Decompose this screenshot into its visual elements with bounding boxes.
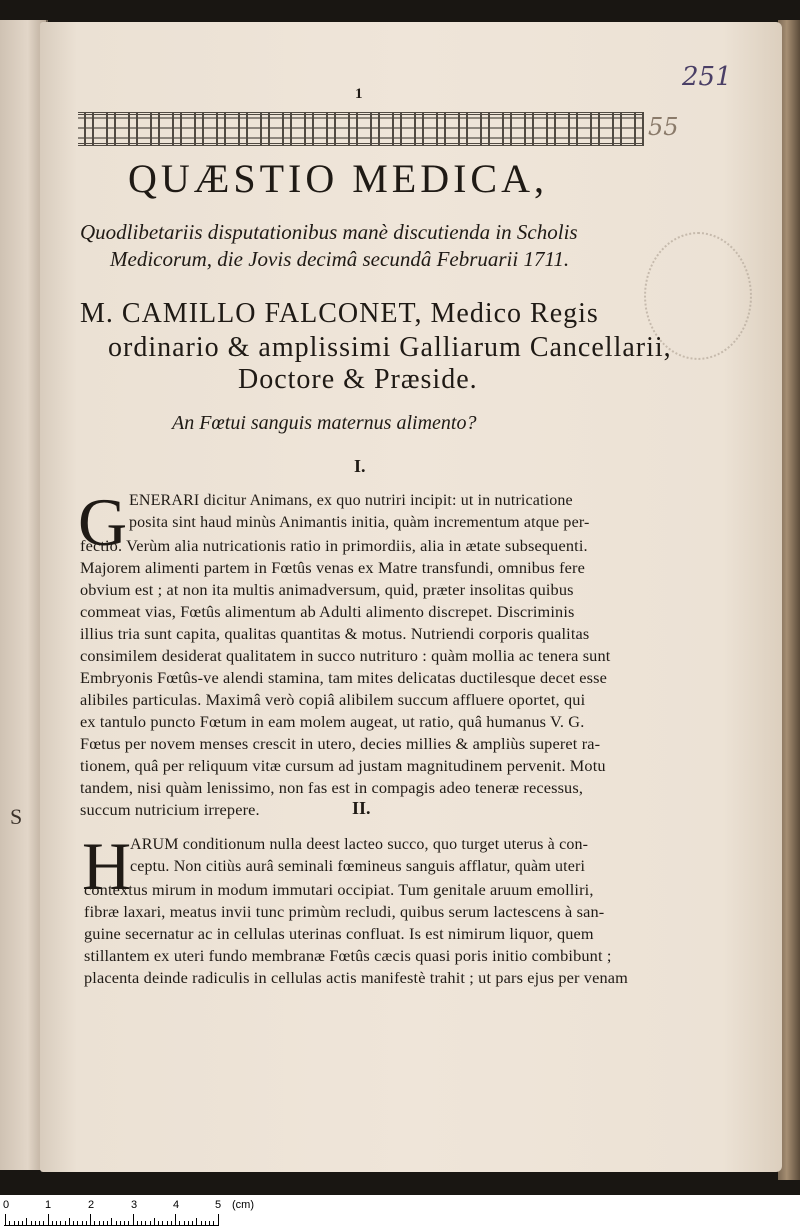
section-2-line: placenta deinde radiculis in cellulas actis manifestè trahit ; ut pars ejus per venam <box>84 968 628 987</box>
ruler-tick <box>77 1221 78 1226</box>
ruler-tick <box>196 1218 197 1226</box>
section-2-line: guine secernatur ac in cellulas uterinas confluat. Is est nimirum liquor, quem <box>84 924 594 943</box>
ruler-tick <box>209 1221 210 1226</box>
ruler-tick <box>94 1221 95 1226</box>
section-2-line: contextus mirum in modum immutari occipiat. Tum genitale aruum emolliri, <box>84 880 594 899</box>
ruler-tick <box>133 1214 134 1226</box>
ruler-tick <box>5 1214 6 1226</box>
ruler-tick <box>86 1221 87 1226</box>
section-2-dropcap: H <box>82 828 132 904</box>
ruler-tick <box>128 1221 129 1226</box>
folio-number: 251 <box>682 62 732 92</box>
ruler-tick <box>184 1221 185 1226</box>
section-1-line: Majorem alimenti partem in Fœtûs venas ex Matre transfundi, omnibus fere <box>80 558 585 577</box>
section-1-numeral: I. <box>354 456 366 476</box>
ruler-tick <box>154 1218 155 1226</box>
section-1-line: posita sint haud minùs Animantis initia, quàm incrementum atque per- <box>129 514 590 531</box>
ruler-tick <box>56 1221 57 1226</box>
president-line-3: Doctore & Præside. <box>238 364 478 395</box>
question-heading: An Fœtui sanguis maternus alimento? <box>172 412 477 434</box>
ruler-tick <box>52 1221 53 1226</box>
ruler-tick <box>60 1221 61 1226</box>
ruler-tick <box>26 1218 27 1226</box>
ruler-tick <box>188 1221 189 1226</box>
ruler-tick <box>35 1221 36 1226</box>
ruler-tick <box>22 1221 23 1226</box>
section-1-line: obvium est ; at non ita multis animadversum, quid, præter insolitas quibus <box>80 580 574 599</box>
section-1-line: illius tria sunt capita, qualitas quantitas & motus. Nutriendi corporis qualitas <box>80 624 590 643</box>
section-1-line: tionem, quâ per reliquum vitæ cursum ad justam magnitudinem pervenit. Motu <box>80 756 606 775</box>
ruler-tick <box>69 1218 70 1226</box>
ruler-label: 2 <box>88 1199 95 1211</box>
ruler-tick <box>218 1214 219 1226</box>
ruler-tick <box>124 1221 125 1226</box>
ruler-tick <box>162 1221 163 1226</box>
section-2-numeral: II. <box>352 798 371 818</box>
ruler-tick <box>82 1221 83 1226</box>
ruler-tick <box>99 1221 100 1226</box>
margin-number: 55 <box>648 113 679 141</box>
section-1-line: commeat vias, Fœtûs alimentum ab Adulti alimento discrepet. Discriminis <box>80 602 575 621</box>
ruler-tick <box>9 1221 10 1226</box>
ruler-tick <box>192 1221 193 1226</box>
ruler-tick <box>65 1221 66 1226</box>
ruler-label: 5 <box>215 1199 222 1211</box>
section-1-line: Fœtus per novem menses crescit in utero, decies millies & ampliùs superet ra- <box>80 734 601 753</box>
section-2-line: stillantem ex uteri fundo membranæ Fœtûs cæcis quasi poris initio combibunt ; <box>84 946 612 965</box>
previous-page-edge: S <box>0 20 48 1170</box>
ruler-tick <box>43 1221 44 1226</box>
president-line-2: ordinario & amplissimi Galliarum Cancellarii, <box>108 332 672 363</box>
ruler-tick <box>141 1221 142 1226</box>
ruler-tick <box>111 1218 112 1226</box>
ruler-tick <box>167 1221 168 1226</box>
ruler-label: 0 <box>3 1199 10 1211</box>
ruler-tick <box>107 1221 108 1226</box>
section-1-line: ENERARI dicitur Animans, ex quo nutriri incipit: ut in nutricatione <box>129 492 573 509</box>
section-1-line: ex tantulo puncto Fœtum in eam molem augeat, ut ratio, quâ humanus V. G. <box>80 712 585 731</box>
ruler-unit: (cm) <box>232 1199 254 1211</box>
section-1-line: alibiles particulas. Maximâ verò copiâ alibilem succum affluere oportet, qui <box>80 690 586 709</box>
page-title: QUÆSTIO MEDICA, <box>128 156 548 201</box>
ruler-tick <box>39 1221 40 1226</box>
section-1-line: Embryonis Fœtûs-ve alendi stamina, tam mites delicatas ductilesque decet esse <box>80 668 607 687</box>
subtitle-line-2: Medicorum, die Jovis decimâ secundâ Februarii 1711. <box>110 247 570 271</box>
ruler-tick <box>175 1214 176 1226</box>
ruler-label: 3 <box>131 1199 138 1211</box>
ruler-tick <box>48 1214 49 1226</box>
ruler-tick <box>103 1221 104 1226</box>
ruler-tick <box>145 1221 146 1226</box>
ruler-label: 4 <box>173 1199 180 1211</box>
page-number: 1 <box>355 86 363 102</box>
ruler-tick <box>73 1221 74 1226</box>
scale-ruler <box>0 1195 800 1232</box>
ruler-tick <box>18 1221 19 1226</box>
ruler-tick <box>171 1221 172 1226</box>
ruler-tick <box>120 1221 121 1226</box>
ruler-tick <box>201 1221 202 1226</box>
ruler-label: 1 <box>45 1199 52 1211</box>
ruler-tick <box>31 1221 32 1226</box>
ruler-tick <box>179 1221 180 1226</box>
section-1-line: consimilem desiderat qualitatem in succo nutrituro : quàm mollia ac tenera sunt <box>80 646 611 665</box>
president-line-1: M. CAMILLO FALCONET, Medico Regis <box>80 298 599 329</box>
section-2-line: fibræ laxari, meatus invii tunc primùm recludi, quibus serum lactescens à san- <box>84 902 605 921</box>
ruler-tick <box>205 1221 206 1226</box>
section-2-line: ceptu. Non citiùs aurâ seminali fœmineus sanguis afflatur, quàm uteri <box>130 858 586 875</box>
headpiece-ornament <box>78 112 644 146</box>
ruler-tick <box>14 1221 15 1226</box>
subtitle-line-1: Quodlibetariis disputationibus manè discutienda in Scholis <box>80 220 578 244</box>
section-1-line: succum nutricium irrepere. <box>80 800 260 819</box>
section-2-line: ARUM conditionum nulla deest lacteo succo, quo turget uterus à con- <box>130 836 589 853</box>
section-1-line: tandem, nisi quàm lenissimo, non fas est in compagis adeo teneræ recessus, <box>80 778 584 797</box>
ruler-tick <box>213 1221 214 1226</box>
ruler-tick <box>90 1214 91 1226</box>
ruler-tick <box>158 1221 159 1226</box>
section-1-line: fectio. Verùm alia nutricationis ratio in primordiis, alia in ætate subsequenti. <box>80 536 588 555</box>
ruler-tick <box>150 1221 151 1226</box>
ruler-tick <box>116 1221 117 1226</box>
section-1-dropcap: G <box>78 484 128 560</box>
ruler-tick <box>137 1221 138 1226</box>
